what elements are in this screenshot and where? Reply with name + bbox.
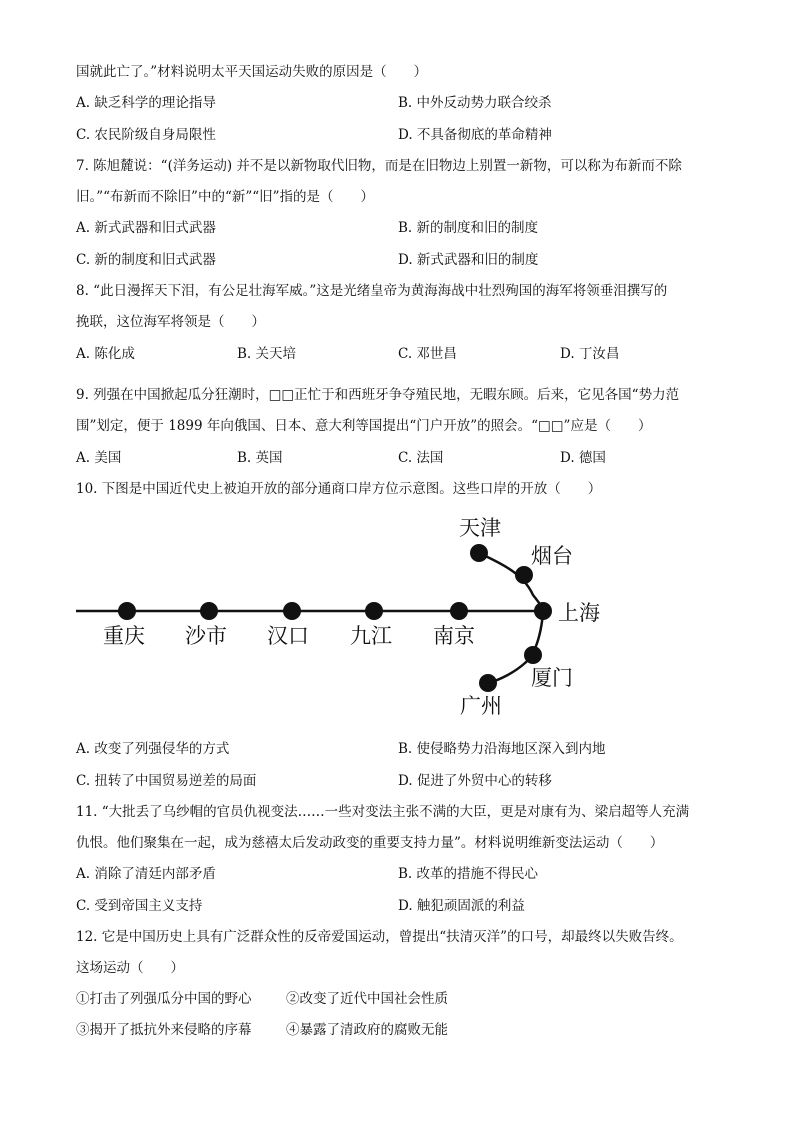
port-label-tianjin: 天津 (459, 516, 501, 540)
q7-option-b[interactable]: B. 新的制度和旧的制度 (398, 220, 539, 236)
q12-item-4: ④暴露了清政府的腐败无能 (286, 1022, 448, 1038)
port-label-guangzhou: 广州 (460, 694, 502, 718)
port-dot-jiujiang (365, 602, 383, 620)
q8-stem-line1: 8. “此日漫挥天下泪，有公足壮海军威。”这是光绪皇帝为黄海海战中壮烈殉国的海军将领垂泪撰写的 (76, 283, 668, 299)
q11-option-c[interactable]: C. 受到帝国主义支持 (76, 898, 203, 914)
q12-item-3: ③揭开了抵抗外来侵略的序幕 (76, 1022, 252, 1038)
q8-stem-line2: 挽联，这位海军将领是（ ） (76, 314, 265, 330)
q10-option-c[interactable]: C. 扭转了中国贸易逆差的局面 (76, 773, 257, 789)
q10-stem: 10. 下图是中国近代史上被迫开放的部分通商口岸方位示意图。这些口岸的开放（ ） (76, 481, 602, 497)
port-label-hankou: 汉口 (267, 624, 309, 648)
q9-option-a[interactable]: A. 美国 (76, 450, 122, 466)
port-dot-hankou (283, 602, 301, 620)
q12-stem-line2: 这场运动（ ） (76, 960, 184, 976)
q7-option-c[interactable]: C. 新的制度和旧式武器 (76, 252, 216, 268)
port-dot-yantai (515, 566, 533, 584)
q12-stem-line1: 12. 它是中国历史上具有广泛群众性的反帝爱国运动，曾提出“扶清灭洋”的口号，却最终以失败告终。 (76, 929, 683, 945)
q12-item-2: ②改变了近代中国社会性质 (286, 991, 448, 1007)
q10-option-d[interactable]: D. 促进了外贸中心的转移 (398, 773, 552, 789)
q7-option-d[interactable]: D. 新式武器和旧的制度 (398, 252, 539, 268)
q10-option-b[interactable]: B. 使侵略势力沿海地区深入到内地 (398, 741, 606, 757)
port-dot-guangzhou (479, 674, 497, 692)
q6-option-c[interactable]: C. 农民阶级自身局限性 (76, 127, 216, 143)
q9-stem-line1: 9. 列强在中国掀起瓜分狂潮时，□□正忙于和西班牙争夺殖民地，无暇东顾。后来，它见各国“势力范 (76, 387, 680, 403)
q11-stem-line2: 仇恨。他们聚集在一起，成为慈禧太后发动政变的重要支持力量”。材料说明维新变法运动（ ） (76, 835, 664, 851)
q7-option-a[interactable]: A. 新式武器和旧式武器 (76, 220, 216, 236)
port-label-chongqing: 重庆 (103, 624, 145, 648)
q6-option-b[interactable]: B. 中外反动势力联合绞杀 (398, 95, 552, 111)
q9-option-b[interactable]: B. 英国 (237, 450, 283, 466)
q9-stem-line2: 围”划定，便于 1899 年向俄国、日本、意大利等国提出“门户开放”的照会。“□□”应是（ ） (76, 418, 652, 434)
q6-option-a[interactable]: A. 缺乏科学的理论指导 (76, 95, 216, 111)
q10-option-a[interactable]: A. 改变了列强侵华的方式 (76, 741, 230, 757)
q8-option-d[interactable]: D. 丁汝昌 (560, 346, 620, 362)
q7-stem-line2: 旧。”“布新而不除旧”中的“新”“旧”指的是（ ） (76, 189, 375, 205)
q11-option-a[interactable]: A. 消除了清廷内部矛盾 (76, 866, 216, 882)
q7-stem-line1: 7. 陈旭麓说：“(洋务运动) 并不是以新物取代旧物，而是在旧物边上别置一新物，可以称为布新而不除 (76, 158, 682, 174)
q8-option-b[interactable]: B. 关天培 (237, 346, 297, 362)
q11-option-b[interactable]: B. 改革的措施不得民心 (398, 866, 539, 882)
q11-stem-line1: 11. “大批丢了乌纱帽的官员仇视变法……一些对变法主张不满的大臣，更是对康有为、梁启超等人充满 (76, 804, 690, 820)
q12-item-1: ①打击了列强瓜分中国的野心 (76, 991, 252, 1007)
port-label-shashi: 沙市 (185, 624, 227, 648)
port-label-jiujiang: 九江 (350, 624, 392, 648)
port-dot-nanjing (450, 602, 468, 620)
port-dot-xiamen (524, 646, 542, 664)
port-dot-shashi (200, 602, 218, 620)
q9-option-c[interactable]: C. 法国 (398, 450, 444, 466)
port-label-yantai: 烟台 (531, 544, 573, 568)
q6-stem-tail: 国就此亡了。”材料说明太平天国运动失败的原因是（ ） (76, 64, 428, 80)
q11-option-d[interactable]: D. 触犯顽固派的利益 (398, 898, 525, 914)
port-label-xiamen: 厦门 (531, 666, 573, 690)
port-dot-tianjin (470, 544, 488, 562)
q9-option-d[interactable]: D. 德国 (560, 450, 606, 466)
port-dot-shanghai (534, 602, 552, 620)
q8-option-c[interactable]: C. 邓世昌 (398, 346, 457, 362)
port-dot-chongqing (118, 602, 136, 620)
q6-option-d[interactable]: D. 不具备彻底的革命精神 (398, 127, 552, 143)
port-label-nanjing: 南京 (433, 624, 475, 648)
treaty-ports-map (0, 505, 794, 725)
port-label-shanghai: 上海 (558, 601, 600, 625)
q8-option-a[interactable]: A. 陈化成 (76, 346, 135, 362)
